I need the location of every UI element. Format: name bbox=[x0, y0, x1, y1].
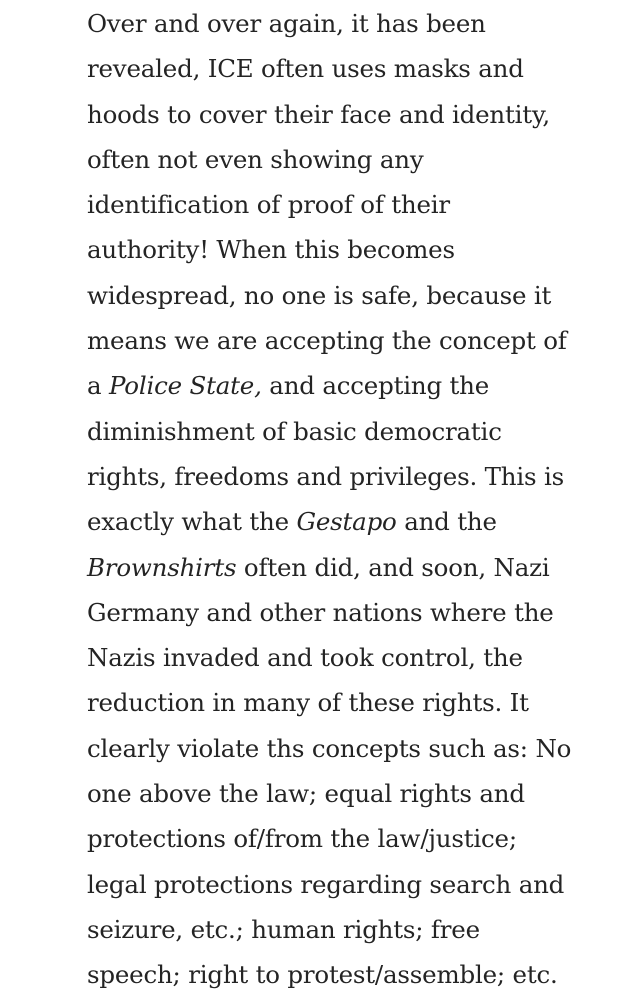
text-run: means we are accepting the concept of bbox=[87, 326, 567, 356]
text-line bbox=[87, 454, 607, 499]
text-run: rights, freedoms and privileges. This is bbox=[87, 461, 564, 491]
text-run: authority! When this becomes bbox=[87, 235, 455, 265]
italic-text-run: Brownshirts bbox=[87, 552, 237, 582]
text-line bbox=[87, 409, 607, 454]
text-line bbox=[87, 499, 607, 544]
text-run: diminishment of basic democratic bbox=[87, 416, 502, 446]
text-line bbox=[87, 545, 607, 590]
text-run: one above the law; equal rights and bbox=[87, 779, 525, 809]
text-run: widespread, no one is safe, because it bbox=[87, 280, 552, 310]
text-line bbox=[87, 590, 607, 635]
text-line bbox=[87, 680, 607, 725]
text-line bbox=[87, 862, 607, 907]
text-run: a bbox=[87, 371, 109, 401]
text-line bbox=[87, 182, 607, 227]
italic-text-run: Gestapo bbox=[296, 507, 397, 537]
text-run: often not even showing any bbox=[87, 144, 424, 174]
text-run: exactly what the bbox=[87, 507, 297, 537]
text-run: and the bbox=[396, 507, 497, 537]
text-line bbox=[87, 726, 607, 771]
text-run: often did, and soon, Nazi bbox=[236, 552, 550, 582]
text-run: legal protections regarding search and bbox=[87, 869, 565, 899]
text-run: Over and over again, it has been bbox=[87, 9, 486, 38]
text-run: speech; right to protest/assemble; etc. bbox=[87, 960, 558, 990]
text-run: revealed, ICE often uses masks and bbox=[87, 54, 524, 84]
text-run: protections of/from the law/justice; bbox=[87, 824, 517, 854]
text-line bbox=[87, 816, 607, 861]
text-line bbox=[87, 273, 607, 318]
text-line bbox=[87, 318, 607, 363]
text-line bbox=[87, 92, 607, 137]
text-run: and accepting the bbox=[261, 371, 490, 401]
italic-text-run: Police State, bbox=[109, 371, 262, 401]
text-run: clearly violate ths concepts such as: No bbox=[87, 733, 572, 763]
text-run: reduction in many of these rights. It bbox=[87, 688, 529, 718]
text-run: seizure, etc.; human rights; free bbox=[87, 914, 480, 944]
text-line bbox=[87, 363, 607, 408]
text-line bbox=[87, 137, 607, 182]
text-run: Germany and other nations where the bbox=[87, 597, 554, 627]
text-run: Nazis invaded and took control, the bbox=[87, 643, 523, 673]
article-paragraph bbox=[87, 0, 607, 998]
text-line bbox=[87, 46, 607, 91]
text-run: hoods to cover their face and identity, bbox=[87, 99, 550, 129]
text-line bbox=[87, 952, 607, 997]
text-line bbox=[87, 635, 607, 680]
text-line bbox=[87, 227, 607, 272]
text-line bbox=[87, 907, 607, 952]
text-run: identification of proof of their bbox=[87, 190, 450, 220]
text-line bbox=[87, 1, 607, 46]
text-line bbox=[87, 771, 607, 816]
